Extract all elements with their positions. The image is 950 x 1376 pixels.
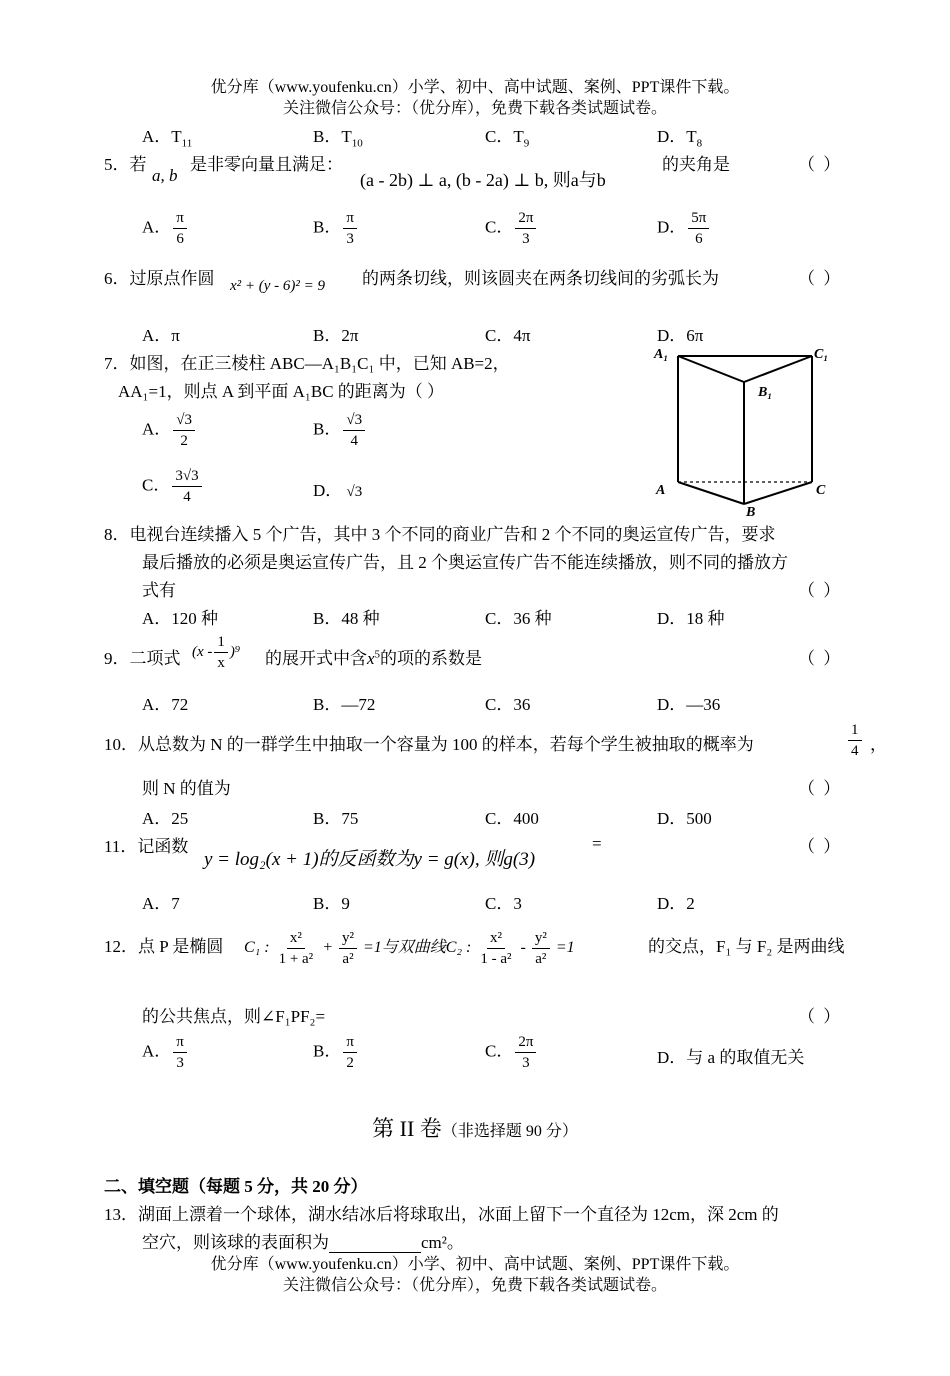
label-a1: A₁ bbox=[654, 347, 669, 362]
q10-fraction: $\frac{1}{4}$ bbox=[846, 720, 864, 761]
q12-option-c: C． $\frac{2\pi}{3}$ bbox=[485, 1032, 538, 1073]
part-2-heading: 二、填空题（每题 5 分，共 20 分） bbox=[104, 1177, 368, 1196]
q13-line-2: 空穴，则该球的表面积为 cm²。 bbox=[142, 1233, 464, 1252]
q4-option-d: D．$T_8$ bbox=[657, 127, 703, 150]
q10-option-c: C．400 bbox=[485, 809, 539, 828]
section-2-title: 第 II 卷（非选择题 90 分） bbox=[372, 1116, 578, 1141]
q9-formula: (x - $\frac{1}{x}$ )⁹ bbox=[192, 634, 241, 671]
q6-option-d: D．6π bbox=[657, 326, 704, 345]
q8-option-b: B．48 种 bbox=[313, 609, 380, 628]
q11-option-a: A．7 bbox=[142, 894, 180, 913]
q6-tail: 的两条切线，则该圆夹在两条切线间的劣弧长为 bbox=[362, 269, 719, 288]
q8-option-a: A．120 种 bbox=[142, 609, 219, 628]
q8-line-2: 最后播放的必须是奥运宣传广告，且 2 个奥运宣传广告不能连续播放，则不同的播放方 bbox=[142, 553, 788, 572]
footer-line-2: 关注微信公众号：（优分库），免费下载各类试题试卷。 bbox=[282, 1277, 667, 1294]
q11-option-d: D．2 bbox=[657, 894, 695, 913]
q10-option-d: D．500 bbox=[657, 809, 712, 828]
q7-line-1: 7．如图，在正三棱柱 ABC—A₁B₁C₁ 中，已知 AB=2， bbox=[104, 354, 510, 373]
q10-line-2: 则 N 的值为 bbox=[142, 779, 231, 798]
q13-answer-blank[interactable] bbox=[329, 1236, 421, 1253]
q5-vector-vars: a, b bbox=[152, 166, 178, 185]
q12-option-a: A． $\frac{\pi}{3}$ bbox=[142, 1032, 189, 1073]
q10-option-b: B．75 bbox=[313, 809, 359, 828]
q9-option-a: A．72 bbox=[142, 695, 189, 714]
q11-option-b: B．9 bbox=[313, 894, 350, 913]
q9-answer-paren: （ ） bbox=[798, 649, 843, 668]
prism-figure bbox=[648, 342, 848, 518]
q6-option-c: C．4π bbox=[485, 326, 531, 345]
q6-stem: 6．过原点作圆 bbox=[104, 269, 215, 288]
q7-option-d: D． √3 bbox=[313, 481, 363, 500]
q5-option-d: D． $\frac{5\pi}{6}$ bbox=[657, 208, 711, 249]
q8-line-3: 式有 bbox=[142, 581, 176, 600]
q7-option-b: B． $\frac{√3}{4}$ bbox=[313, 410, 367, 451]
q11-stem: 11．记函数 bbox=[104, 837, 189, 856]
q5-stem: 是非零向量且满足： bbox=[190, 155, 343, 174]
q12-tail: 的交点，F₁ 与 F₂ 是两曲线 bbox=[648, 937, 845, 956]
q12-option-d: D．与 a 的取值无关 bbox=[657, 1048, 805, 1067]
q7-option-c: C． $\frac{3√3}{4}$ bbox=[142, 466, 204, 507]
q10-option-a: A．25 bbox=[142, 809, 189, 828]
edge-c1-b1 bbox=[744, 356, 812, 382]
q4-option-a: A．$T_{11}$ bbox=[142, 127, 193, 150]
q12-option-b: B． $\frac{\pi}{2}$ bbox=[313, 1032, 359, 1073]
q12-line-2: 的公共焦点，则∠F₁PF₂= bbox=[142, 1007, 326, 1026]
q5-option-b: B． $\frac{\pi}{3}$ bbox=[313, 208, 359, 249]
footer-line-1: 优分库（www.youfenku.cn）小学、初中、高中试题、案例、PPT课件下载。 bbox=[210, 1256, 740, 1273]
q9-option-c: C．36 bbox=[485, 695, 531, 714]
q7-line-2: AA₁=1，则点 A 到平面 A₁BC 的距离为（ ） bbox=[118, 382, 445, 401]
q9-stem: 9．二项式 bbox=[104, 649, 181, 668]
q12-formula: C₁ : $\frac{\text{x²}}{\text{1 + a²}}$ + $\frac{\text{y²}}{\text{a²}}$ =1与双曲线C₂ : $\frac{\text{x²}}{\text{1 - a²}}$ - $\frac{\text{y²}}{\text{a²}}$ =1 bbox=[244, 930, 575, 967]
q8-line-1: 8．电视台连续播入 5 个广告，其中 3 个不同的商业广告和 2 个不同的奥运宣传广告，要求 bbox=[104, 525, 776, 544]
q4-option-b: B．$T_{10}$ bbox=[313, 127, 363, 150]
label-c1: C₁ bbox=[814, 347, 829, 362]
header-line-1: 优分库（www.youfenku.cn）小学、初中、高中试题、案例、PPT课件下载。 bbox=[210, 79, 740, 96]
q5-formula: (a - 2b) ⊥ a, (b - 2a) ⊥ b, 则a与b bbox=[360, 170, 606, 190]
q6-option-a: A．π bbox=[142, 326, 180, 345]
q10-line-1: 10．从总数为 N 的一群学生中抽取一个容量为 100 的样本，若每个学生被抽取的概率为 bbox=[104, 735, 754, 754]
q13-line-1: 13．湖面上漂着一个球体，湖水结冰后将球取出，冰面上留下一个直径为 12cm，深 2cm 的 bbox=[104, 1205, 779, 1224]
q5-option-c: C． $\frac{2\pi}{3}$ bbox=[485, 208, 538, 249]
q12-stem: 12．点 P 是椭圆 bbox=[104, 937, 224, 956]
q11-equals: = bbox=[592, 834, 602, 853]
edge-a-b bbox=[678, 482, 744, 504]
q5-answer-paren: （ ） bbox=[798, 155, 843, 174]
edge-a1-b1 bbox=[678, 356, 744, 382]
q11-answer-paren: （ ） bbox=[798, 837, 843, 856]
q9-option-d: D．—36 bbox=[657, 695, 721, 714]
q9-option-b: B．—72 bbox=[313, 695, 376, 714]
q8-option-c: C．36 种 bbox=[485, 609, 552, 628]
q11-formula: y = log₂(x + 1)的反函数为y = g(x), 则g(3) bbox=[204, 849, 536, 870]
q6-option-b: B．2π bbox=[313, 326, 359, 345]
label-a: A bbox=[656, 483, 666, 498]
q6-answer-paren: （ ） bbox=[798, 269, 843, 288]
edge-c-b bbox=[744, 482, 812, 504]
header-line-2: 关注微信公众号：（优分库），免费下载各类试题试卷。 bbox=[282, 100, 667, 117]
q5-tail: 的夹角是 bbox=[662, 155, 730, 174]
q5-number: 5．若 bbox=[104, 155, 147, 174]
label-c: C bbox=[816, 483, 826, 498]
q8-answer-paren: （ ） bbox=[798, 581, 843, 600]
q9-tail: 的展开式中含$x^5$的项的系数是 bbox=[265, 648, 483, 668]
q8-option-d: D．18 种 bbox=[657, 609, 725, 628]
q4-option-c: C．$T_9$ bbox=[485, 127, 530, 150]
q10-comma: ， bbox=[870, 735, 887, 754]
q7-option-a: A． $\frac{√3}{2}$ bbox=[142, 410, 197, 451]
q5-option-a: A． $\frac{\pi}{6}$ bbox=[142, 208, 189, 249]
q6-formula: x² + (y - 6)² = 9 bbox=[230, 278, 326, 294]
label-b: B bbox=[746, 505, 756, 518]
q10-answer-paren: （ ） bbox=[798, 779, 843, 798]
q12-answer-paren: （ ） bbox=[798, 1007, 843, 1026]
label-b1: B₁ bbox=[758, 385, 773, 400]
q11-option-c: C．3 bbox=[485, 894, 522, 913]
